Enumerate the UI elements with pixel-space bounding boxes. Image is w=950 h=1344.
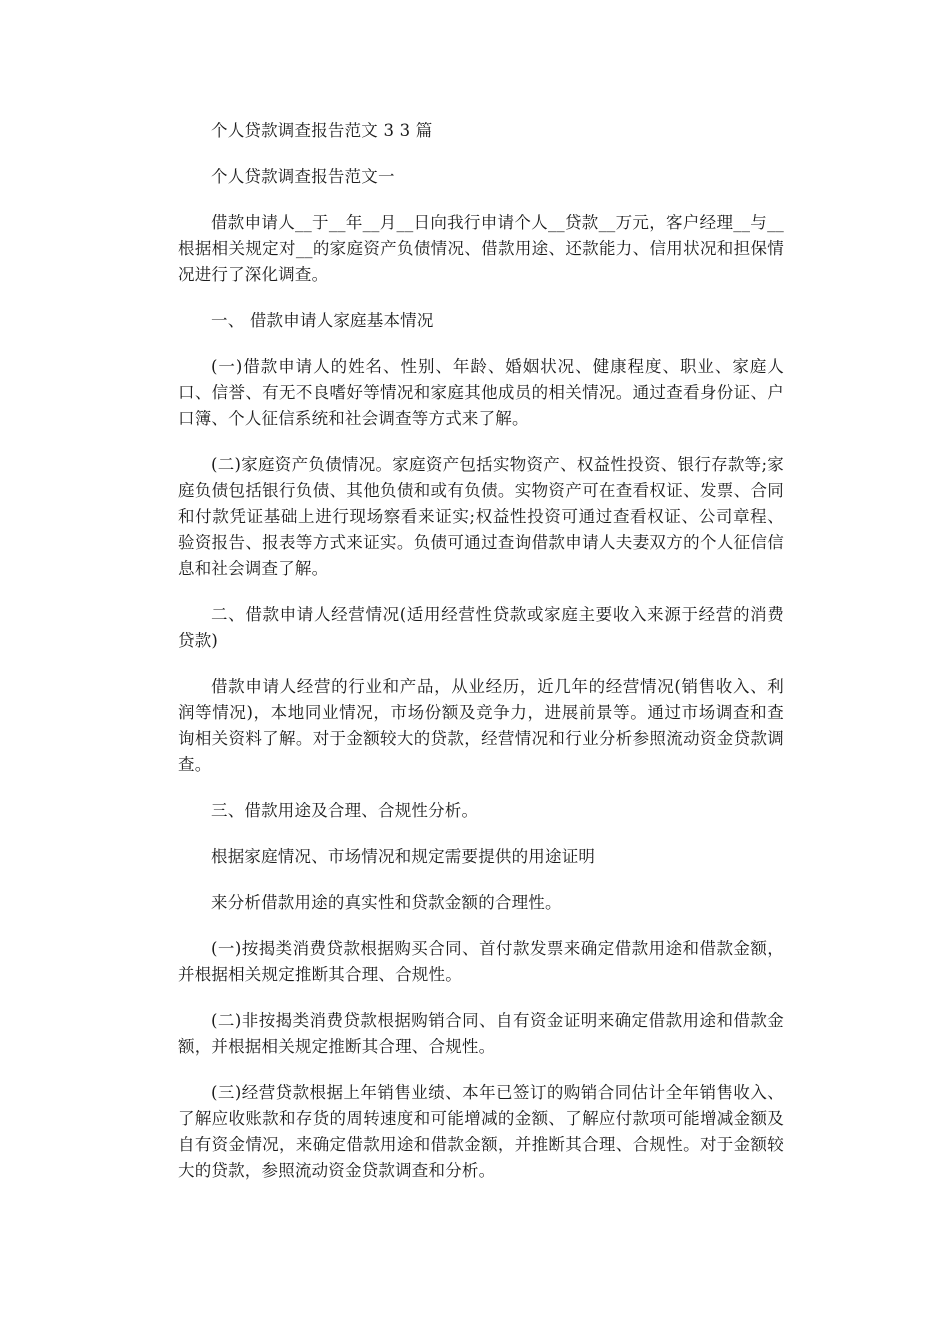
section-heading-3: 三、借款用途及合理、合规性分析。 [211,801,479,820]
section-heading-2: 二、借款申请人经营情况(适用经营性贷款或家庭主要收入来源于经营的消费贷款) [178,605,784,650]
paragraph-3-3: (三)经营贷款根据上年销售业绩、本年已签订的购销合同估计全年销售收入、了解应收账款和存货的周转速度和可能增减的金额、了解应付款项可能增减金额及自有资金情况，来确定借款用途和借款金额，并推断其合理、合规性。对于金额较大的贷款，参照流动资金贷款调查和分析。 [178,1083,784,1180]
section-heading-1: 一、 借款申请人家庭基本情况 [211,311,434,330]
paragraph-1-1: (一)借款申请人的姓名、性别、年龄、婚姻状况、健康程度、职业、家庭人口、信誉、有无不良嗜好等情况和家庭其他成员的相关情况。通过查看身份证、户口簿、个人征信系统和社会调查等方式来了解。 [178,357,784,428]
document-title: 个人贷款调查报告范文 3 3 篇 [211,121,433,140]
paragraph-intro: 借款申请人__于__年__月__日向我行申请个人__贷款__万元，客户经理__与__根据相关规定对__的家庭资产负债情况、借款用途、还款能力、信用状况和担保情况进行了深化调查。 [178,213,784,284]
document-page [178,118,784,1184]
paragraph-3-1: (一)按揭类消费贷款根据购买合同、首付款发票来确定借款用途和借款金额，并根据相关规定推断其合理、合规性。 [178,939,784,984]
paragraph-3-2: (二)非按揭类消费贷款根据购销合同、自有资金证明来确定借款用途和借款金额，并根据相关规定推断其合理、合规性。 [178,1011,784,1056]
paragraph-3-intro-a: 根据家庭情况、市场情况和规定需要提供的用途证明 [211,847,596,866]
paragraph-2: 借款申请人经营的行业和产品，从业经历，近几年的经营情况(销售收入、利润等情况)，本地同业情况，市场份额及竞争力，进展前景等。通过市场调查和查询相关资料了解。对于金额较大的贷款，经营情况和行业分析参照流动资金贷款调查。 [178,677,784,774]
paragraph-3-intro-b: 来分析借款用途的真实性和贷款金额的合理性。 [211,893,562,912]
document-subtitle: 个人贷款调查报告范文一 [211,167,395,186]
paragraph-1-2: (二)家庭资产负债情况。家庭资产包括实物资产、权益性投资、银行存款等;家庭负债包括银行负债、其他负债和或有负债。实物资产可在查看权证、发票、合同和付款凭证基础上进行现场察看来证实;权益性投资可通过查看权证、公司章程、验资报告、报表等方式来证实。负债可通过查询借款申请人夫妻双方的个人征信信息和社会调查了解。 [178,455,784,578]
